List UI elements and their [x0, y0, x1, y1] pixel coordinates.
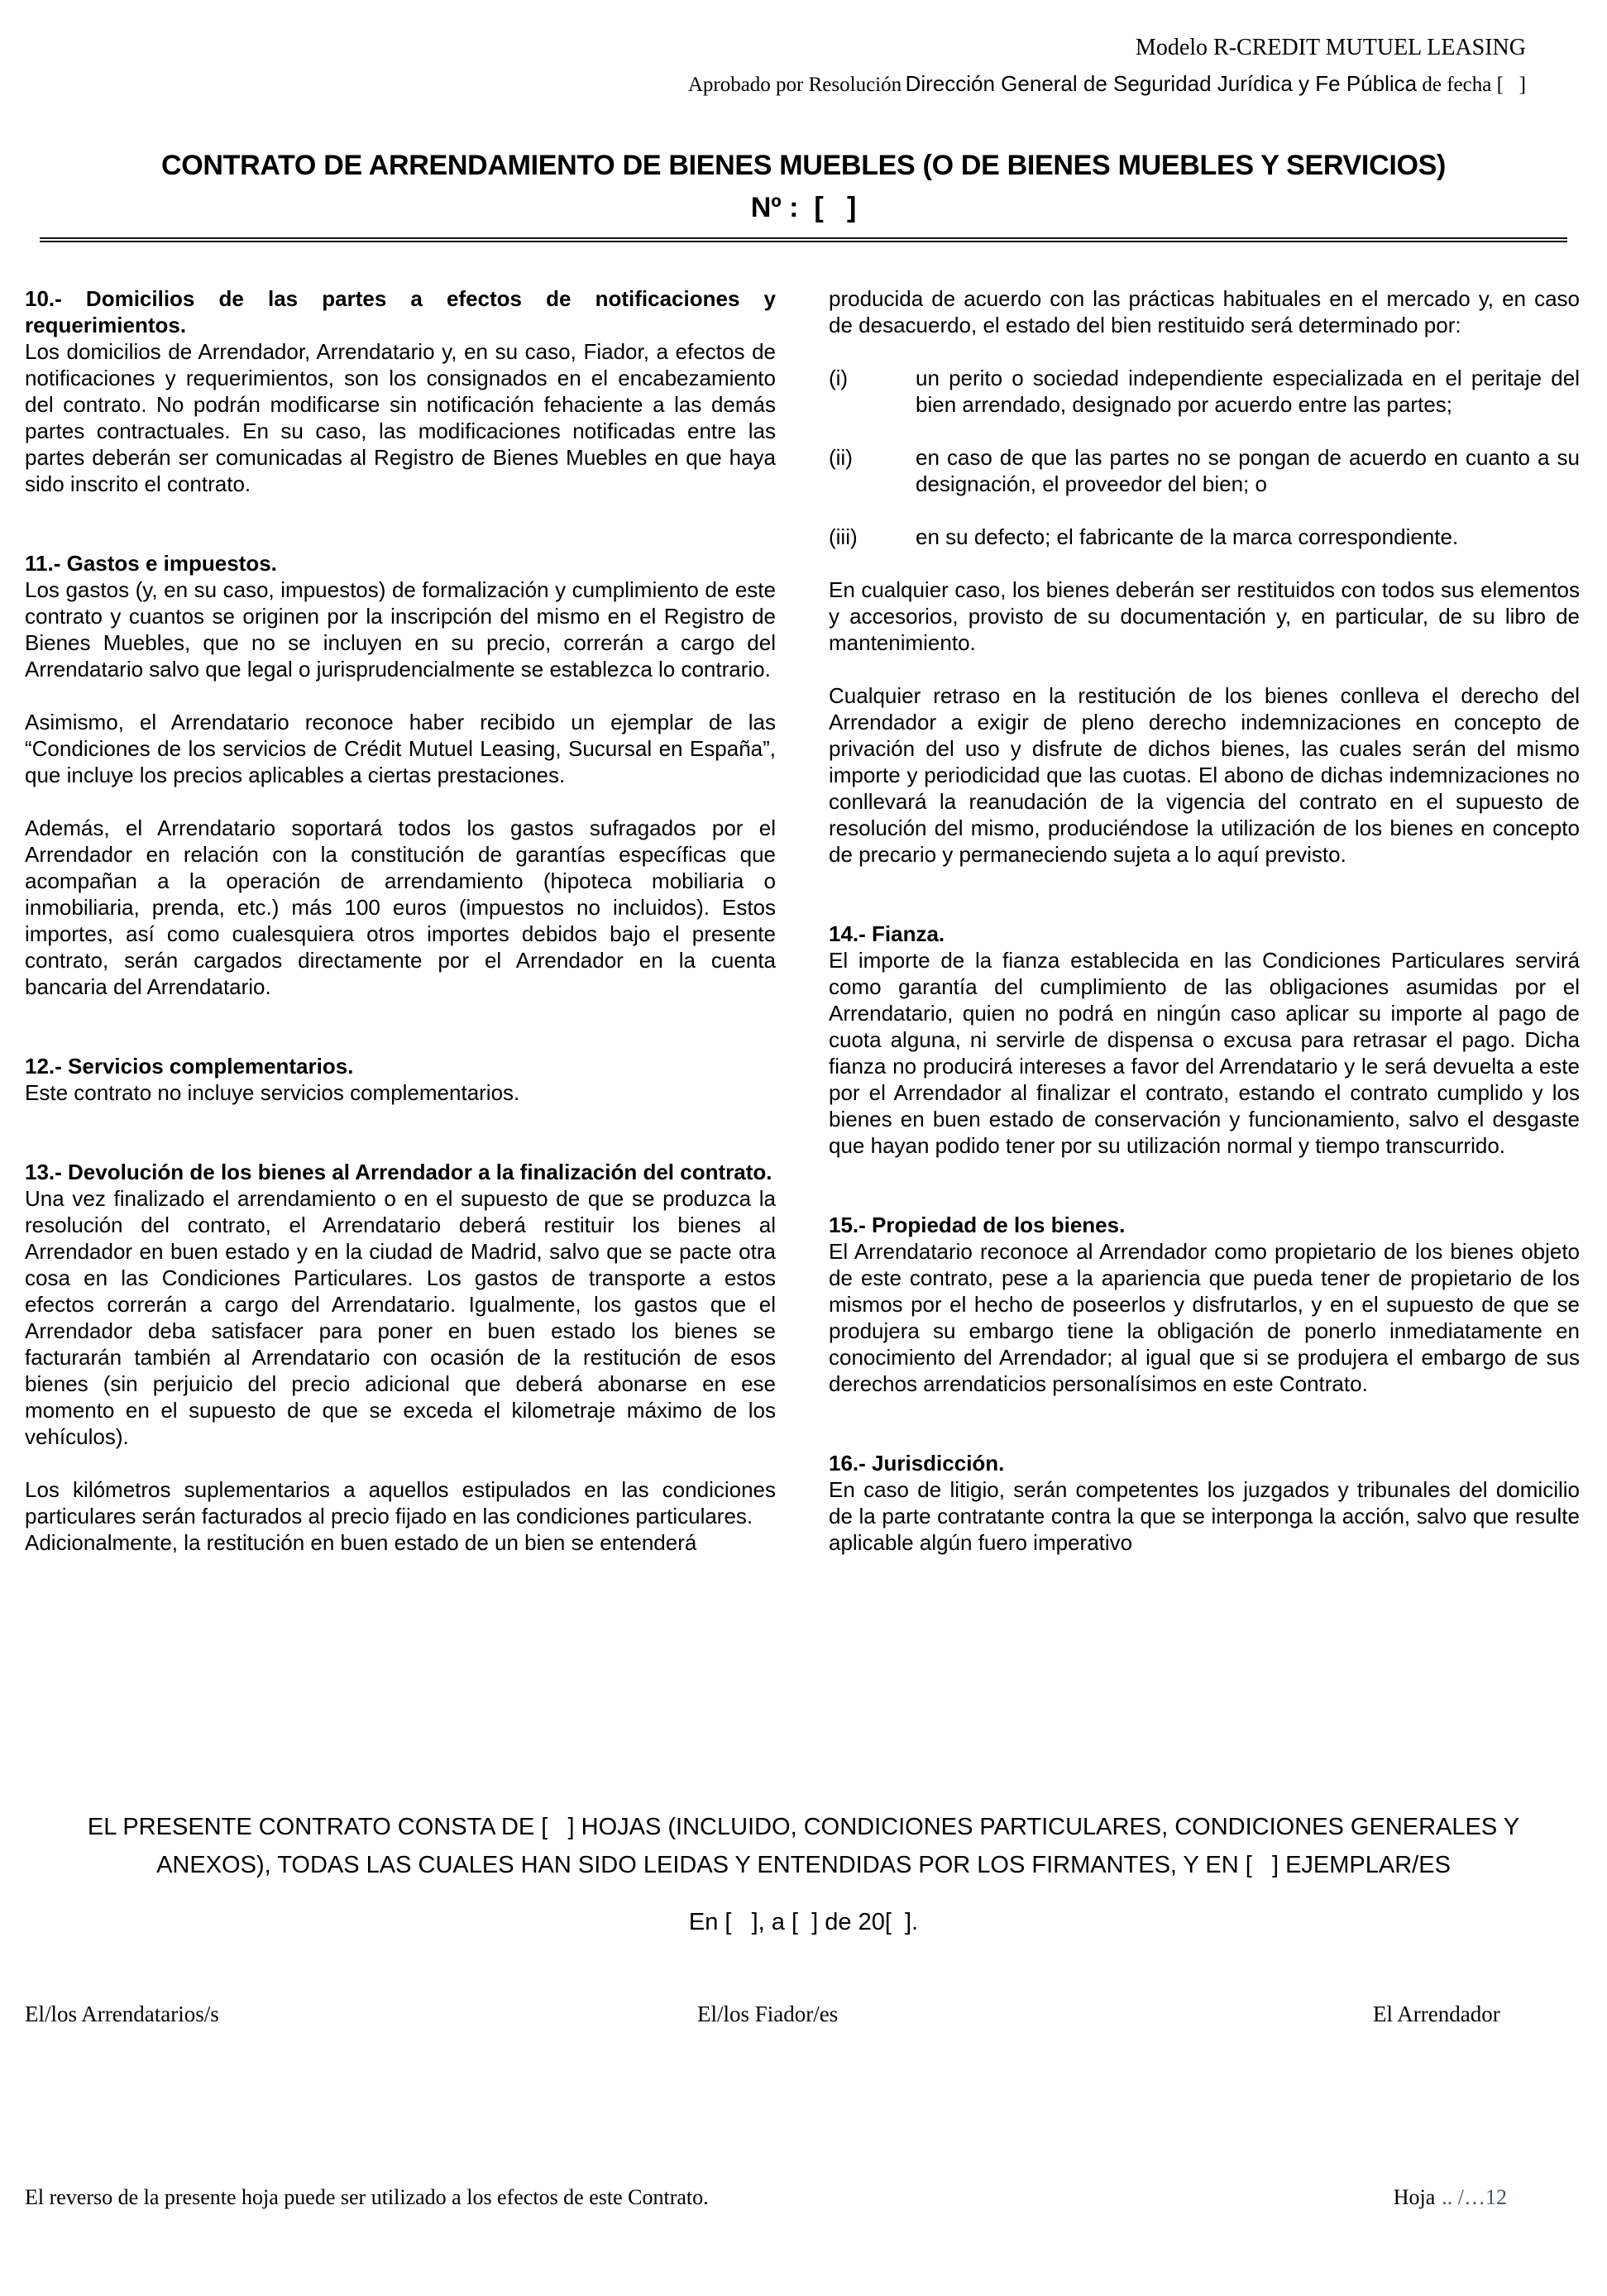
section-11-paragraph-2: Asimismo, el Arrendatario reconoce haber recibido un ejemplar de las “Condiciones de los servicios de Crédit Mutuel Leasing, Sucursal en España”, que incluye los precios aplicables a ciertas prestaciones. — [25, 710, 776, 787]
section-10-paragraph: Los domicilios de Arrendador, Arrendatario y, en su caso, Fiador, a efectos de notificaciones y requerimientos, son los consignados en el encabezamiento del contrato. No podrán modificarse sin notificación fehaciente a las demás partes contractuales. En su caso, las modificaciones notificadas entre las partes deberán ser comunicadas al Registro de Bienes Muebles en que haya sido inscrito el contrato. — [25, 339, 776, 496]
section-16-paragraph: En caso de litigio, serán competentes los juzgados y tribunales del domicilio de la parte contratante contra la que se interponga la acción, salvo que resulte aplicable algún fuero imperativo — [829, 1477, 1580, 1555]
section-13-paragraph-1: Una vez finalizado el arrendamiento o en el supuesto de que se produzca la resolución del contrato, el Arrendatario deberá restituir los bienes al Arrendador en buen estado y en la ciudad de Madrid, salvo que se pacte otra cosa en las Condiciones Particulares. Los gastos de transporte a estos efectos correrán a cargo del Arrendatario. Igualmente, los gastos que el Arrendador deba satisfacer para poner en buen estado los bienes se facturarán también al Arrendatario con ocasión de la restitución de esos bienes (sin perjuicio del precio adicional que deberá abonarse en ese momento en el supuesto de que se exceda el kilometraje máximo de los vehículos). — [25, 1186, 776, 1449]
delay-paragraph: Cualquier retraso en la restitución de los bienes conlleva el derecho del Arrendador a exigir de pleno derecho indemnizaciones en concepto de privación del uso y disfrute de dichos bienes, las cuales serán del mismo importe y periodicidad que las cuotas. El abono de dichas indemnizaciones no conllevará la reanudación de la vigencia del contrato en el supuesto de resolución del mismo, produciéndose la utilización de los bienes en concepto de precario y permaneciendo sujeta a lo aquí previsto. — [829, 683, 1580, 867]
contract-body — [25, 285, 1580, 1582]
page-header — [0, 0, 1607, 97]
right-column — [829, 285, 1580, 1582]
section-14-paragraph: El importe de la fianza establecida en las Condiciones Particulares servirá como garantía del cumplimiento de las obligaciones asumidas por el Arrendatario, quien no podrá en ningún caso aplicar su importe al pago de cuota alguna, ni servirle de dispensa o excusa para retrasar el pago. Dicha fianza no producirá intereses a favor del Arrendatario y le será devuelta a este por el Arrendador al finalizar el contrato, estando el contrato cumplido y los bienes en buen estado de conservación y funcionamiento, salvo el desgaste que hayan podido tener por su utilización normal y tiempo transcurrido. — [829, 948, 1580, 1158]
section-16-heading: 16.- Jurisdicción. — [829, 1451, 1005, 1476]
title-block — [0, 150, 1607, 224]
section-12-paragraph: Este contrato no incluye servicios complementarios. — [25, 1080, 520, 1105]
list-marker: (i) — [829, 366, 849, 390]
contract-number: Nº : [ ] — [750, 192, 857, 223]
list-text: un perito o sociedad independiente especializada en el peritaje del bien arrendado, designado por acuerdo entre las partes; — [916, 366, 1580, 417]
restitution-paragraph: En cualquier caso, los bienes deberán ser restituidos con todos sus elementos y accesorios, provisto de su documentación y, en particular, de su libro de mantenimiento. — [829, 577, 1580, 655]
signature-row — [0, 2002, 1607, 2035]
list-item — [829, 524, 1580, 550]
closing-statement: EL PRESENTE CONTRATO CONSTA DE [ ] HOJAS (INCLUIDO, CONDICIONES PARTICULARES, CONDICIONES GENERALES Y ANEXOS), TODAS LAS CUALES HAN SIDO LEIDAS Y ENTENDIDAS POR LOS FIRMANTES, Y EN [ ] EJEMPLAR/ES — [87, 1814, 1525, 1878]
section-10-heading: 10.- Domicilios de las partes a efectos de notificaciones y requerimientos. — [25, 286, 776, 337]
page-number-value: .. /…12 — [1442, 2185, 1507, 2209]
approval-entity: Dirección General de Seguridad Jurídica y Fe Pública — [905, 71, 1418, 96]
approval-prefix: Aprobado por Resolución — [687, 74, 902, 96]
list-item — [829, 444, 1580, 497]
title-divider — [40, 237, 1567, 242]
left-column — [25, 285, 776, 1582]
list-text: en caso de que las partes no se pongan de acuerdo en cuanto a su designación, el proveedor del bien; o — [916, 445, 1580, 496]
page-number — [1394, 2185, 1507, 2210]
section-13-paragraph-3: Adicionalmente, la restitución en buen estado de un bien se entenderá — [25, 1530, 697, 1555]
section-14-heading: 14.- Fianza. — [829, 921, 945, 946]
signature-guarantor-label: El/los Fiador/es — [697, 2002, 839, 2026]
section-13-paragraph-2: Los kilómetros suplementarios a aquellos estipulados en las condiciones particulares serán facturados al precio fijado en las condiciones particulares. — [25, 1477, 776, 1528]
list-marker: (ii) — [829, 445, 853, 470]
section-11-paragraph-3: Además, el Arrendatario soportará todos los gastos sufragados por el Arrendador en relación con la constitución de garantías específicas que acompañan a la operación de arrendamiento (hipoteca mobiliaria o inmobiliaria, prenda, etc.) más 100 euros (impuestos no incluidos). Estos importes, así como cualesquiera otros importes debidos bajo el presente contrato, serán cargados directamente por el Arrendador en la cuenta bancaria del Arrendatario. — [25, 816, 776, 999]
page-footer — [0, 2185, 1607, 2218]
list-text: en su defecto; el fabricante de la marca correspondiente. — [916, 524, 1459, 549]
section-15-paragraph: El Arrendatario reconoce al Arrendador como propietario de los bienes objeto de este contrato, pese a la apariencia que pueda tener de propietario de los mismos por el hecho de poseerlos y disfrutarlos, y en el supuesto de que se produjera su embargo tiene la obligación de ponerlo inmediatamente en conocimiento del Arrendador; al igual que si se produjera el embargo de sus derechos arrendaticios personalísimos en este Contrato. — [829, 1239, 1580, 1396]
section-11-paragraph-1: Los gastos (y, en su caso, impuestos) de formalización y cumplimiento de este contrato y cuantos se originen por la inscripción del mismo en el Registro de Bienes Muebles, que no se incluyen en su precio, correrán a cargo del Arrendatario salvo que legal o jurisprudencialmente se establezca lo contrario. — [25, 577, 776, 682]
approval-date-placeholder: de fecha [ ] — [1417, 74, 1526, 96]
list-marker: (iii) — [829, 524, 858, 549]
signature-lessee-label: El/los Arrendatarios/s — [25, 2002, 219, 2026]
signature-lessor-label: El Arrendador — [1373, 2002, 1500, 2026]
section-13-heading: 13.- Devolución de los bienes al Arrendador a la finalización del contrato. — [25, 1160, 772, 1184]
section-11-heading: 11.- Gastos e impuestos. — [25, 551, 277, 576]
section-12-heading: 12.- Servicios complementarios. — [25, 1054, 354, 1079]
contract-title: CONTRATO DE ARRENDAMIENTO DE BIENES MUEBLES (O DE BIENES MUEBLES Y SERVICIOS) — [160, 150, 1447, 181]
model-line: Modelo R-CREDIT MUTUEL LEASING — [1135, 35, 1526, 60]
section-13-continuation: producida de acuerdo con las prácticas habituales en el mercado y, en caso de desacuerdo, el estado del bien restituido será determinado por: — [829, 286, 1580, 337]
list-item — [829, 365, 1580, 418]
footer-note: El reverso de la presente hoja puede ser utilizado a los efectos de este Contrato. — [25, 2185, 709, 2209]
date-line: En [ ], a [ ] de 20[ ]. — [688, 1909, 919, 1935]
approval-line — [0, 71, 1526, 97]
section-15-heading: 15.- Propiedad de los bienes. — [829, 1213, 1126, 1237]
page-number-label: Hoja — [1393, 2185, 1436, 2209]
